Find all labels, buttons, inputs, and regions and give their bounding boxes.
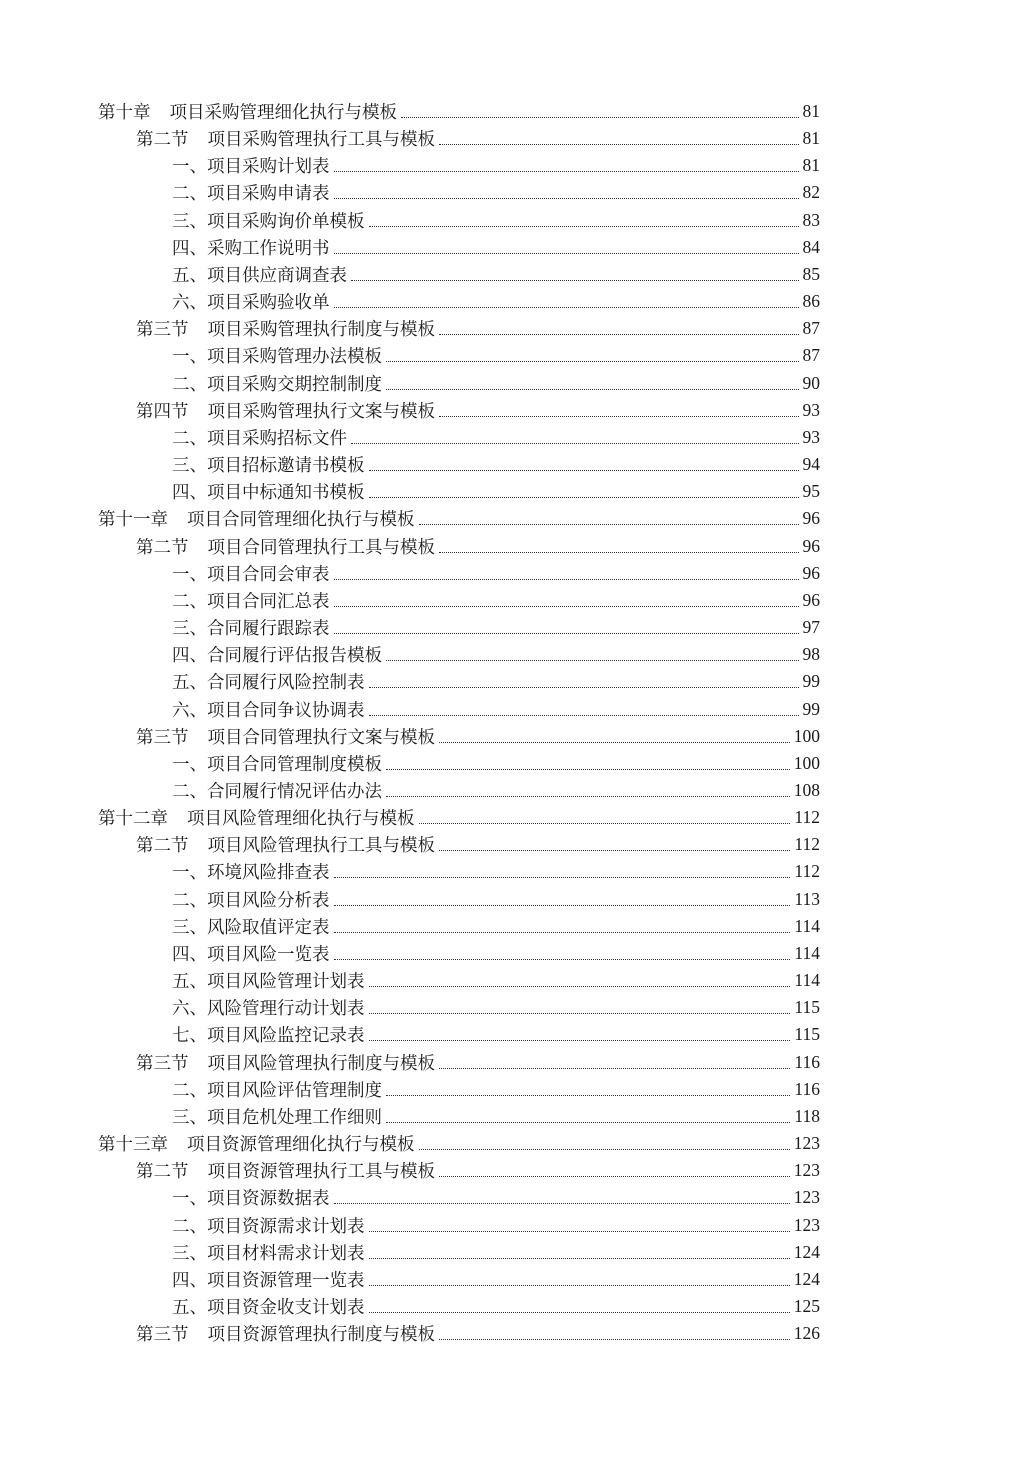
page-number: 95 [802,481,820,502]
entry-title: 六、项目合同争议协调表 [172,699,365,720]
toc-item-entry[interactable] [172,1021,820,1048]
entry-label: 第四节 [136,400,189,421]
dot-leader [334,633,799,634]
page-number: 123 [793,1187,820,1208]
entry-title: 四、项目中标通知书模板 [172,482,365,503]
entry-label: 第三节 [136,726,189,747]
entry-title: 项目资源管理执行制度与模板 [207,1324,435,1345]
dot-leader [439,552,799,553]
page-number: 115 [794,1024,820,1045]
entry-title: 一、项目合同管理制度模板 [172,753,382,774]
entry-title: 项目采购管理执行工具与模板 [207,129,435,150]
entry-title: 项目风险管理细化执行与模板 [187,808,415,829]
page-number: 112 [794,834,820,855]
toc-item-entry[interactable] [172,288,820,315]
dot-leader [369,497,799,498]
dot-leader [439,1339,790,1340]
toc-item-entry[interactable] [172,424,820,451]
toc-section-entry[interactable] [136,1049,820,1076]
dot-leader [386,796,790,797]
entry-label: 第十章 [98,102,151,122]
entry-title: 六、风险管理行动计划表 [172,998,365,1019]
toc-section-entry[interactable] [136,125,820,152]
entry-title: 项目采购管理执行制度与模板 [207,319,435,340]
page-number: 96 [802,535,820,556]
toc-item-entry[interactable] [172,1239,820,1266]
page-number: 113 [794,888,820,909]
entry-title: 一、环境风险排查表 [172,862,330,883]
toc-item-entry[interactable] [172,261,820,288]
toc-item-entry[interactable] [172,1184,820,1211]
toc-item-entry[interactable] [172,641,820,668]
page-number: 112 [794,807,820,828]
page-number: 93 [802,399,820,420]
dot-leader [334,932,791,933]
toc-item-entry[interactable] [172,750,820,777]
toc-item-entry[interactable] [172,478,820,505]
dot-leader [386,769,790,770]
entry-title: 五、项目资金收支计划表 [172,1297,365,1318]
dot-leader [351,443,799,444]
toc-item-entry[interactable] [172,587,820,614]
dot-leader [386,1122,790,1123]
page-number: 81 [802,155,820,176]
toc-item-entry[interactable] [172,1266,820,1293]
page-number: 87 [802,318,820,339]
entry-title: 二、项目采购申请表 [172,183,330,204]
page-number: 114 [794,915,820,936]
toc-item-entry[interactable] [172,1103,820,1130]
dot-leader [419,1149,790,1150]
entry-title: 项目资源管理细化执行与模板 [187,1134,415,1155]
toc-section-entry[interactable] [136,533,820,560]
entry-title: 项目采购管理细化执行与模板 [169,102,397,122]
page-number: 96 [802,589,820,610]
page-number: 115 [794,997,820,1018]
page-number: 124 [793,1241,820,1262]
dot-leader [439,1176,790,1177]
dot-leader [369,687,799,688]
toc-section-entry[interactable] [136,1157,820,1184]
entry-title: 四、合同履行评估报告模板 [172,645,382,666]
toc-item-entry[interactable] [172,207,820,234]
dot-leader [439,850,790,851]
page-number: 108 [793,780,820,800]
entry-title: 三、项目采购询价单模板 [172,210,365,231]
toc-item-entry[interactable] [172,668,820,695]
toc-chapter-entry[interactable] [98,505,820,532]
page-number: 99 [802,698,820,719]
dot-leader [439,334,799,335]
page-number: 86 [802,291,820,312]
toc-item-entry[interactable] [172,777,820,804]
toc-item-entry[interactable] [172,886,820,913]
page-number: 99 [802,671,820,692]
entry-label: 第十二章 [98,808,168,829]
dot-leader [386,361,799,362]
page-number: 98 [802,644,820,665]
dot-leader [369,715,799,716]
toc-item-entry[interactable] [172,342,820,369]
entry-title: 项目资源管理执行工具与模板 [207,1161,435,1182]
dot-leader [334,307,799,308]
entry-title: 二、项目资源需求计划表 [172,1215,365,1236]
page-number: 94 [802,454,820,475]
page-number: 84 [802,236,820,257]
toc-item-entry[interactable] [172,940,820,967]
page-number: 114 [794,970,820,991]
toc-item-entry[interactable] [172,696,820,723]
dot-leader [334,171,799,172]
dot-leader [334,253,799,254]
dot-leader [369,1312,790,1313]
toc-item-entry[interactable] [172,152,820,179]
toc-item-entry[interactable] [172,1293,820,1320]
dot-leader [419,524,799,525]
page-number: 82 [802,182,820,203]
dot-leader [419,823,791,824]
page-number: 87 [802,345,820,366]
entry-title: 七、项目风险监控记录表 [172,1025,365,1046]
toc-section-entry[interactable] [136,831,820,858]
entry-label: 第二节 [136,129,189,150]
entry-label: 第二节 [136,536,189,557]
dot-leader [369,1258,790,1259]
entry-title: 五、项目风险管理计划表 [172,971,365,992]
dot-leader [386,1095,790,1096]
toc-section-entry[interactable] [136,723,820,750]
entry-label: 第二节 [136,835,189,856]
page-number: 114 [794,942,820,963]
page-number: 96 [802,562,820,583]
entry-label: 第十一章 [98,509,168,530]
entry-title: 四、项目资源管理一览表 [172,1269,365,1290]
page-number: 125 [793,1296,820,1317]
entry-title: 二、合同履行情况评估办法 [172,781,382,801]
dot-leader [369,1285,790,1286]
toc-section-entry[interactable] [136,315,820,342]
dot-leader [351,280,799,281]
toc-item-entry[interactable] [172,994,820,1021]
page-number: 118 [794,1105,820,1126]
page-number: 93 [802,426,820,447]
dot-leader [369,986,791,987]
page-number: 123 [793,1133,820,1154]
entry-title: 一、项目资源数据表 [172,1188,330,1209]
toc-item-entry[interactable] [172,614,820,641]
entry-title: 一、项目采购管理办法模板 [172,346,382,367]
toc-section-entry[interactable] [136,397,820,424]
entry-title: 项目风险管理执行工具与模板 [207,835,435,856]
page-number: 116 [794,1078,820,1099]
page-number: 81 [802,101,820,121]
toc-section-entry[interactable] [136,1320,820,1347]
entry-label: 第三节 [136,1324,189,1345]
entry-label: 第三节 [136,1052,189,1073]
entry-label: 第二节 [136,1161,189,1182]
toc-item-entry[interactable] [172,967,820,994]
entry-title: 二、项目采购招标文件 [172,427,347,448]
dot-leader [369,1013,791,1014]
dot-leader [369,470,799,471]
entry-title: 一、项目合同会审表 [172,563,330,584]
page-number: 123 [793,1160,820,1181]
entry-title: 三、项目危机处理工作细则 [172,1106,382,1127]
toc-item-entry[interactable] [172,234,820,261]
dot-leader [439,416,799,417]
toc-item-entry[interactable] [172,560,820,587]
entry-title: 项目采购管理执行文案与模板 [207,400,435,421]
entry-title: 二、项目采购交期控制制度 [172,373,382,394]
toc-item-entry[interactable] [172,451,820,478]
page-number: 116 [794,1051,820,1072]
entry-title: 五、合同履行风险控制表 [172,672,365,693]
dot-leader [369,226,799,227]
page-number: 96 [802,508,820,529]
page-number: 124 [793,1268,820,1289]
toc-chapter-entry[interactable] [98,1130,820,1157]
entry-title: 五、项目供应商调查表 [172,264,347,285]
entry-title: 一、项目采购计划表 [172,156,330,177]
dot-leader [334,579,799,580]
toc-item-entry[interactable] [172,179,820,206]
dot-leader [386,389,799,390]
page-number: 112 [794,861,820,882]
toc-chapter-entry[interactable] [98,98,820,125]
page-number: 81 [802,128,820,149]
dot-leader [369,1040,791,1041]
entry-title: 二、项目风险评估管理制度 [172,1079,382,1100]
entry-title: 二、项目合同汇总表 [172,590,330,611]
dot-leader [334,905,791,906]
toc-item-entry[interactable] [172,1076,820,1103]
entry-title: 项目合同管理执行文案与模板 [207,726,435,747]
dot-leader [334,606,799,607]
dot-leader [439,144,799,145]
entry-title: 三、项目材料需求计划表 [172,1242,365,1263]
toc-item-entry[interactable] [172,858,820,885]
dot-leader [386,660,799,661]
entry-title: 三、合同履行跟踪表 [172,618,330,639]
dot-leader [439,742,790,743]
page-number: 126 [793,1323,820,1344]
dot-leader [334,198,799,199]
page-number: 85 [802,263,820,284]
entry-label: 第十三章 [98,1134,168,1155]
page-number: 97 [802,617,820,638]
entry-title: 四、采购工作说明书 [172,237,330,258]
page-number: 100 [793,752,820,773]
entry-title: 项目合同管理细化执行与模板 [187,509,415,530]
toc-chapter-entry[interactable] [98,804,820,831]
toc-item-entry[interactable] [172,370,820,397]
entry-title: 三、项目招标邀请书模板 [172,455,365,476]
entry-title: 三、风险取值评定表 [172,916,330,937]
dot-leader [369,1231,790,1232]
toc-item-entry[interactable] [172,1212,820,1239]
entry-title: 项目合同管理执行工具与模板 [207,536,435,557]
dot-leader [334,877,791,878]
entry-title: 项目风险管理执行制度与模板 [207,1052,435,1073]
dot-leader [334,959,791,960]
dot-leader [401,117,799,118]
page-number: 90 [802,372,820,393]
entry-label: 第三节 [136,319,189,340]
page-number: 123 [793,1214,820,1235]
page-number: 83 [802,209,820,230]
entry-title: 四、项目风险一览表 [172,943,330,964]
entry-title: 六、项目采购验收单 [172,292,330,313]
dot-leader [334,1203,790,1204]
toc-item-entry[interactable] [172,913,820,940]
entry-title: 二、项目风险分析表 [172,889,330,910]
dot-leader [439,1068,790,1069]
page-number: 100 [793,725,820,746]
